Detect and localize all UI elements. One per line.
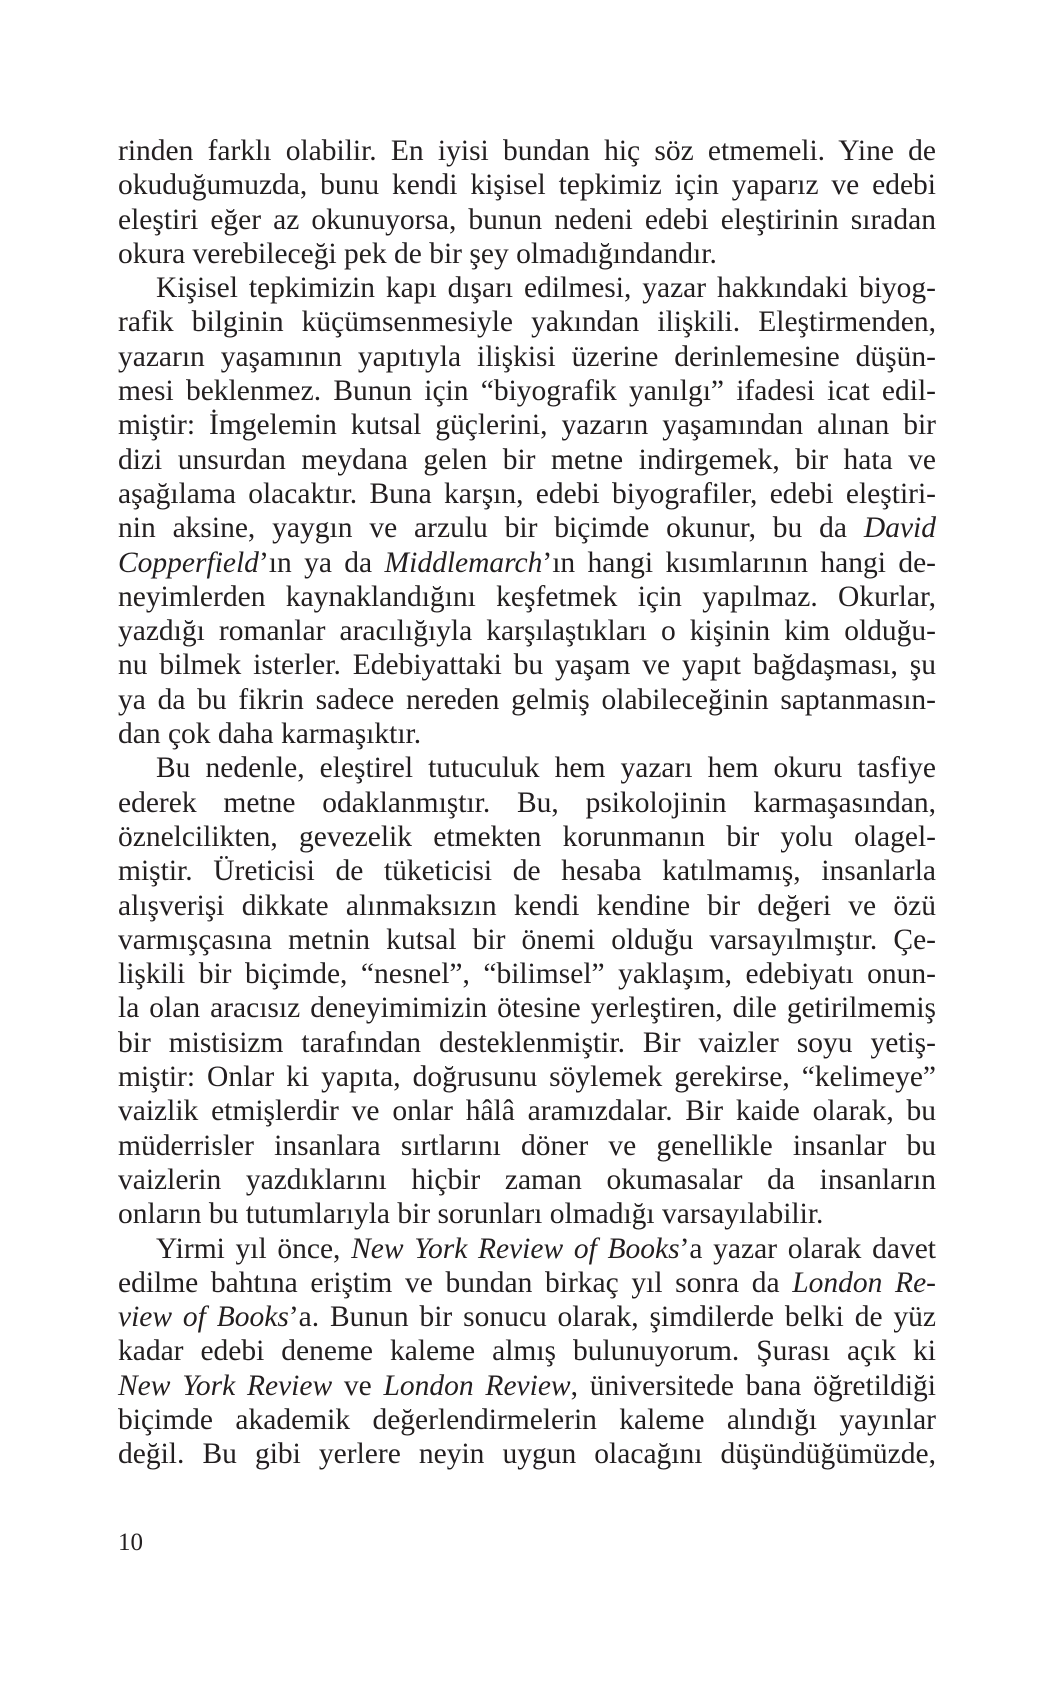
- text-run: onların bu tutumlarıyla bir sorunları olmadığı varsayılabilir.: [118, 1198, 824, 1231]
- italic-title: Middlemarch: [384, 546, 543, 579]
- text-line: [118, 923, 936, 957]
- text-run: okura verebileceği pek de bir şey olmadığındandır.: [118, 237, 717, 270]
- text-run: rinden farklı olabilir. En iyisi bundan hiç söz etmemeli. Yine de: [118, 135, 936, 167]
- text-run: ’ın hangi kısımlarının hangi de-: [542, 546, 936, 579]
- italic-title: Copperfield: [118, 546, 259, 579]
- text-run: nu bilmek isterler. Edebiyattaki bu yaşam ve yapıt bağdaşması, şu: [118, 649, 936, 682]
- text-run: Yirmi yıl önce,: [156, 1232, 352, 1265]
- text-run: neyimlerden kaynaklandığını keşfetmek için yapılmaz. Okurlar,: [118, 580, 936, 613]
- text-line: [118, 820, 936, 854]
- text-line: [118, 374, 936, 408]
- text-line: [118, 1026, 936, 1060]
- text-line: [118, 1129, 936, 1163]
- text-line: [118, 648, 936, 682]
- text-run: ’a. Bunun bir sonucu olarak, şimdilerde belki de yüz: [288, 1301, 936, 1334]
- text-run: lişkili bir biçimde, “nesnel”, “bilimsel” yaklaşım, edebiyatı onun-: [118, 958, 936, 991]
- text-line: [118, 683, 936, 717]
- text-run: la olan aracısız deneyimimizin ötesine yerleştiren, dile getirilmemiş: [118, 992, 936, 1025]
- text-run: aşağılama olacaktır. Buna karşın, edebi biyografiler, edebi eleştiri-: [118, 477, 936, 510]
- body-text: [118, 134, 936, 1472]
- text-line: [118, 546, 936, 580]
- text-run: biçimde akademik değerlendirmelerin kaleme alındığı yayınlar: [118, 1403, 936, 1436]
- text-run: ve: [332, 1369, 384, 1402]
- text-run: dizi unsurdan meydana gelen bir metne indirgemek, bir hata ve: [118, 443, 936, 476]
- text-run: ya da bu fikrin sadece nereden gelmiş olabileceğinin saptanmasın-: [118, 683, 936, 716]
- text-run: alışverişi dikkate alınmaksızın kendi kendine bir değeri ve özü: [118, 889, 936, 922]
- text-line: [118, 889, 936, 923]
- text-run: nin aksine, yaygın ve arzulu bir biçimde okunur, bu da: [118, 512, 864, 545]
- text-run: okuduğumuzda, bunu kendi kişisel tepkimiz için yaparız ve edebi: [118, 169, 936, 202]
- text-line: [118, 340, 936, 374]
- italic-title: New York Review of Books: [351, 1232, 680, 1265]
- text-line: [118, 271, 936, 305]
- text-line: [118, 511, 936, 545]
- text-line: [118, 957, 936, 991]
- text-line: [118, 1266, 936, 1300]
- text-line: [118, 991, 936, 1025]
- text-run: değil. Bu gibi yerlere neyin uygun olacağını düşündüğümüzde,: [118, 1438, 936, 1471]
- text-line: [118, 1300, 936, 1334]
- text-line: [118, 305, 936, 339]
- text-line: [118, 1163, 936, 1197]
- text-run: ’ın ya da: [258, 546, 385, 579]
- text-line: [118, 1094, 936, 1128]
- text-run: dan çok daha karmaşıktır.: [118, 718, 422, 751]
- text-line: [118, 443, 936, 477]
- text-line: [118, 1437, 936, 1471]
- text-line: [118, 1232, 936, 1266]
- text-run: miştir: İmgelemin kutsal güçlerini, yazarın yaşamından alınan bir: [118, 409, 936, 442]
- italic-title: New York Review: [118, 1369, 333, 1402]
- text-line: [118, 717, 936, 751]
- text-run: rafik bilginin küçümsenmesiyle yakından ilişkili. Eleştirmenden,: [118, 306, 936, 339]
- text-run: mesi beklenmez. Bunun için “biyografik yanılgı” ifadesi icat edil-: [118, 375, 936, 408]
- text-line: [118, 408, 936, 442]
- italic-title: view of Books: [118, 1301, 289, 1334]
- text-line: [118, 1197, 936, 1231]
- text-run: bir mistisizm tarafından desteklenmiştir. Bir vaizler soyu yetiş-: [118, 1026, 936, 1059]
- text-run: ’a yazar olarak davet: [679, 1232, 936, 1265]
- text-run: edilme bahtına eriştim ve bundan birkaç yıl sonra da: [118, 1266, 793, 1299]
- text-line: [118, 614, 936, 648]
- text-line: [118, 477, 936, 511]
- text-run: , üniversitede bana öğretildiği: [570, 1369, 936, 1402]
- text-run: ederek metne odaklanmıştır. Bu, psikolojinin karmaşasından,: [118, 786, 936, 819]
- text-run: vaizlik etmişlerdir ve onlar hâlâ aramızdalar. Bir kaide olarak, bu: [118, 1095, 936, 1128]
- text-run: öznelcilikten, gevezelik etmekten korunmanın bir yolu olagel-: [118, 820, 936, 853]
- text-run: Kişisel tepkimizin kapı dışarı edilmesi, yazar hakkındaki biyog-: [156, 272, 936, 305]
- text-run: yazdığı romanlar aracılığıyla karşılaştıkları o kişinin kim olduğu-: [118, 615, 936, 648]
- text-line: [118, 786, 936, 820]
- page-number: 10: [118, 1529, 143, 1556]
- text-line: [118, 237, 936, 271]
- italic-title: London Review: [383, 1369, 571, 1402]
- text-run: miştir: Onlar ki yapıta, doğrusunu söylemek gerekirse, “kelimeye”: [118, 1061, 936, 1094]
- text-line: [118, 580, 936, 614]
- text-run: miştir. Üreticisi de tüketicisi de hesaba katılmamış, insanlarla: [118, 855, 936, 888]
- text-line: [118, 854, 936, 888]
- text-run: kadar edebi deneme kaleme almış bulunuyorum. Şurası açık ki: [118, 1335, 936, 1368]
- text-line: [118, 751, 936, 785]
- text-run: Bu nedenle, eleştirel tutuculuk hem yazarı hem okuru tasfiye: [156, 752, 936, 785]
- text-line: [118, 1334, 936, 1368]
- text-line: [118, 1403, 936, 1437]
- text-run: müderrisler insanlara sırtlarını döner ve genellikle insanlar bu: [118, 1129, 936, 1162]
- text-run: yazarın yaşamının yapıtıyla ilişkisi üzerine derinlemesine düşün-: [118, 340, 936, 373]
- text-line: [118, 168, 936, 202]
- text-line: [118, 1060, 936, 1094]
- text-run: eleştiri eğer az okunuyorsa, bunun nedeni edebi eleştirinin sıradan: [118, 203, 936, 236]
- text-run: vaizlerin yazdıklarını hiçbir zaman okumasalar da insanların: [118, 1163, 936, 1196]
- text-line: [118, 134, 936, 168]
- italic-title: London Re-: [792, 1266, 936, 1299]
- text-line: [118, 203, 936, 237]
- text-run: varmışçasına metnin kutsal bir önemi olduğu varsayılmıştır. Çe-: [118, 923, 936, 956]
- italic-title: David: [863, 512, 936, 545]
- text-line: [118, 1369, 936, 1403]
